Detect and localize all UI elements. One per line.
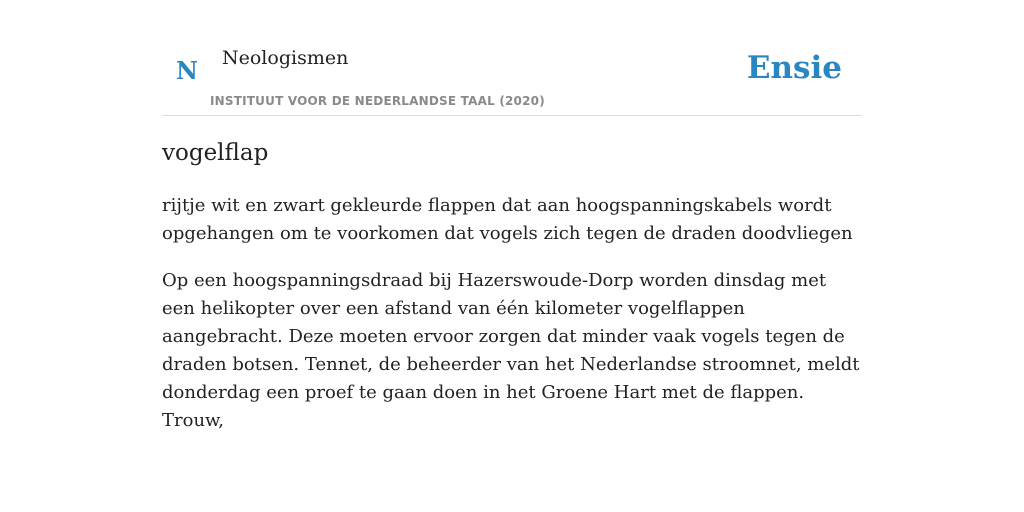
- source-subtitle: INSTITUUT VOOR DE NEDERLANDSE TAAL (2020): [210, 94, 545, 108]
- card-header: [162, 40, 862, 116]
- source-logo: N: [176, 56, 198, 85]
- brand-logo[interactable]: Ensie: [746, 50, 842, 86]
- entry-term: vogelflap: [162, 140, 269, 166]
- entry-definition: rijtje wit en zwart gekleurde flappen dat aan hoogspanningskabels wordt opgehangen om te voorkomen dat vogels zich tegen de draden doodvliegen: [162, 195, 853, 244]
- example-source: Trouw,: [162, 410, 225, 431]
- source-title[interactable]: Neologismen: [222, 47, 349, 69]
- entry-card: [162, 40, 862, 435]
- example-text: Op een hoogspanningsdraad bij Hazerswoude-Dorp worden dinsdag met een helikopter over een afstand van één kilometer vogelflappen aangebracht. Deze moeten ervoor zorgen dat minder vaak vogels tegen de draden botsen. Tennet, de beheerder van het Nederlandse stroomnet, meldt donderdag een proef te gaan doen in het Groene Hart met de flappen.: [162, 270, 860, 403]
- entry-example: [162, 267, 862, 435]
